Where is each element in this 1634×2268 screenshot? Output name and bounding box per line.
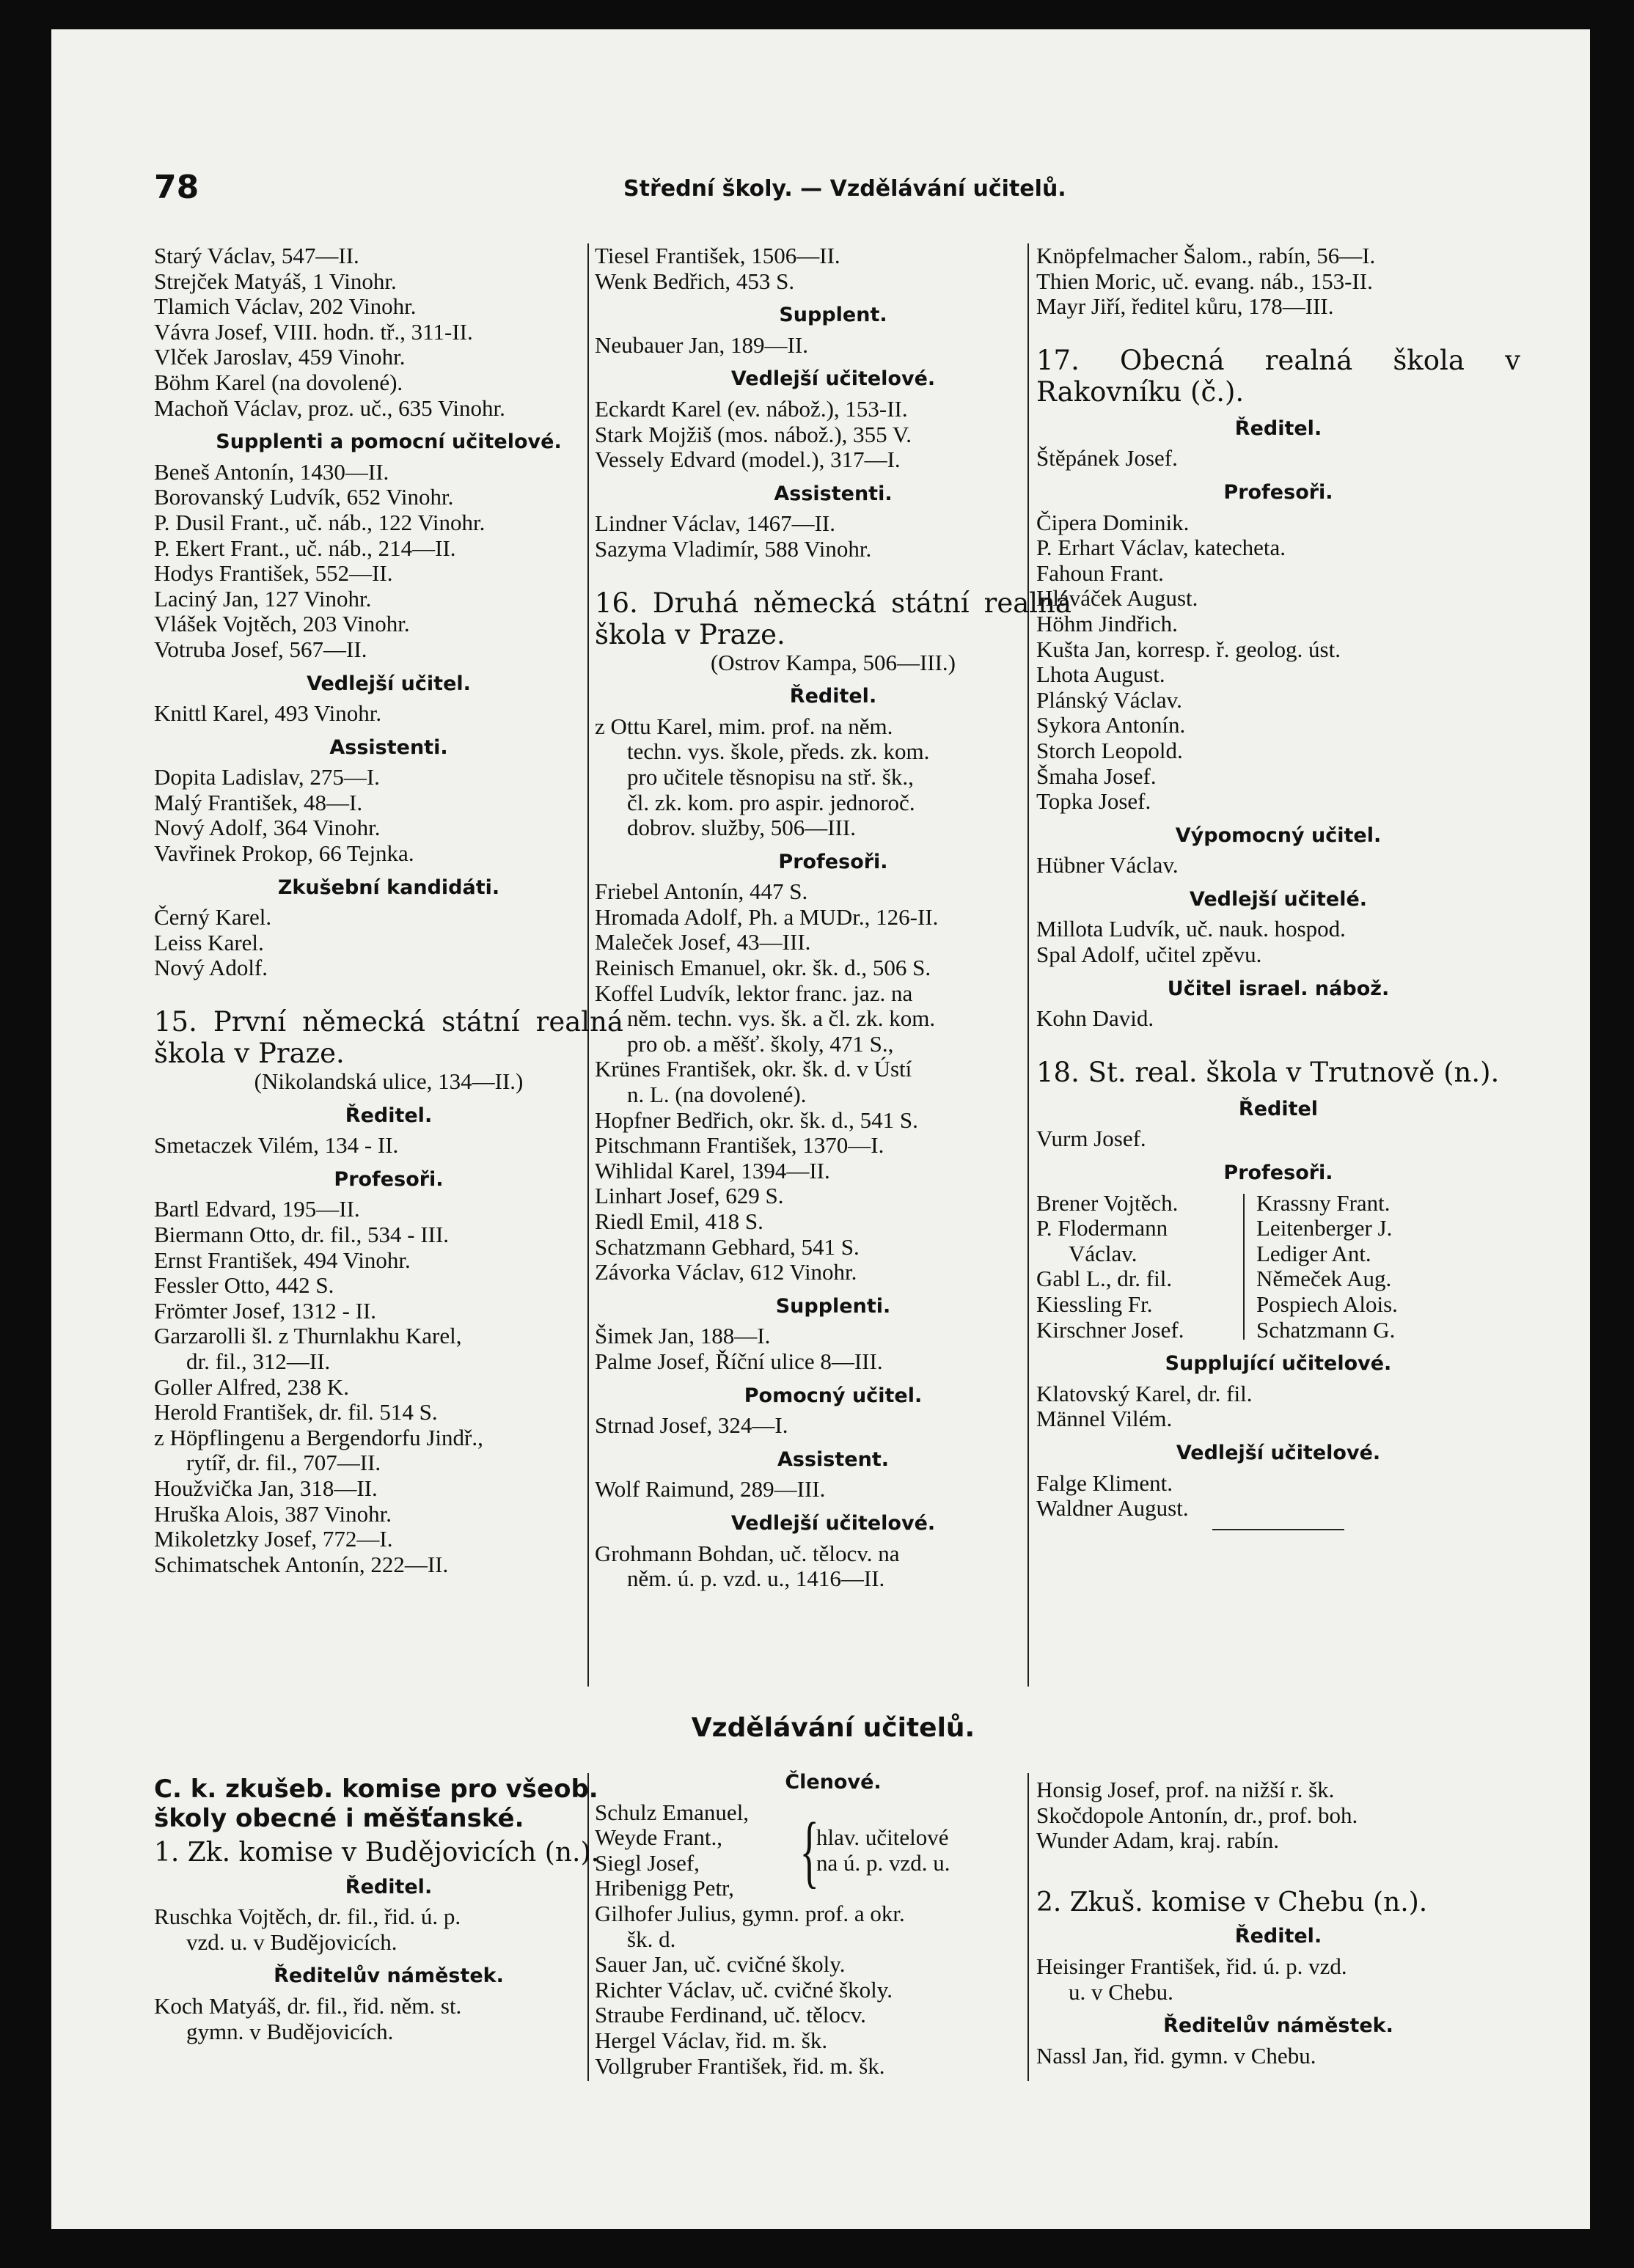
list-item: Biermann Otto, dr. fil., 534 - III. bbox=[154, 1222, 450, 1247]
section-heading: Zkušební kandidáti. bbox=[277, 876, 500, 899]
list-item: Goller Alfred, 238 K. bbox=[154, 1373, 350, 1400]
list-item: Wenk Bedřich, 453 S. bbox=[595, 268, 795, 294]
list-supplujici bbox=[1036, 1381, 1520, 1432]
list-item: Honsig Josef, prof. na nižší r. šk. bbox=[1036, 1777, 1335, 1802]
list-item: Sykora Antonín. bbox=[1036, 712, 1186, 738]
list-item: Němeček Aug. bbox=[1256, 1266, 1392, 1292]
list-item: Mikoletzky Josef, 772—I. bbox=[154, 1526, 393, 1552]
list-item: dr. fil., 312—II. bbox=[186, 1348, 331, 1374]
section-heading: Ředitel. bbox=[1234, 1925, 1322, 1948]
list-item: Skočdopole Antonín, dr., prof. boh. bbox=[1036, 1802, 1358, 1828]
list-item: Koch Matyáš, dr. fil., řid. něm. st. bbox=[154, 1992, 462, 2019]
list-item: Bartl Edvard, 195—II. bbox=[154, 1196, 360, 1222]
list-item: Dopita Ladislav, 275—I. bbox=[154, 764, 380, 790]
list-item: Čipera Dominik. bbox=[1036, 509, 1190, 535]
list-item: Borovanský Ludvík, 652 Vinohr. bbox=[154, 484, 454, 510]
list-item: Kušta Jan, korresp. ř. geolog. úst. bbox=[1036, 636, 1341, 662]
list-item: Nassl Jan, řid. gymn. v Chebu. bbox=[1036, 2042, 1316, 2069]
list-vedlejsi bbox=[595, 397, 1071, 473]
section-heading: Profesoři. bbox=[1223, 1161, 1333, 1185]
list-item: Stark Mojžiš (mos. nábož.), 355 V. bbox=[595, 421, 912, 447]
list-pomocny bbox=[595, 1413, 1071, 1439]
list-item: Vlášek Vojtěch, 203 Vinohr. bbox=[154, 611, 410, 637]
list-item: hlav. učitelové bbox=[816, 1824, 949, 1851]
list-item: Hlaváček August. bbox=[1036, 585, 1198, 612]
column-3 bbox=[1036, 243, 1520, 1530]
list-item: Spal Adolf, učitel zpěvu. bbox=[1036, 942, 1262, 968]
section-heading: Assistent. bbox=[777, 1447, 889, 1471]
list-item: Kohn David. bbox=[1036, 1005, 1154, 1032]
list-item: Strejček Matyáš, 1 Vinohr. bbox=[154, 268, 397, 294]
list-item: n. L. (na dovolené). bbox=[627, 1082, 807, 1108]
list-reditel bbox=[595, 714, 1071, 841]
list-item: Starý Václav, 547—II. bbox=[154, 243, 359, 268]
list-top bbox=[595, 243, 1071, 294]
list-right bbox=[1256, 1191, 1398, 1343]
list-supplent bbox=[595, 333, 1071, 359]
list-item: něm. techn. vys. šk. a čl. zk. kom. bbox=[627, 1005, 936, 1032]
list-item: Kirschner Josef. bbox=[1036, 1316, 1184, 1343]
list-item: Závorka Václav, 612 Vinohr. bbox=[595, 1259, 857, 1285]
list-item: Leitenberger J. bbox=[1256, 1215, 1393, 1241]
list-item: Eckardt Karel (ev. nábož.), 153-II. bbox=[595, 395, 908, 422]
list-item: Grohmann Bohdan, uč. tělocv. na bbox=[595, 1540, 900, 1566]
school-address: (Ostrov Kampa, 506—III.) bbox=[710, 649, 956, 675]
list-left bbox=[1036, 1191, 1243, 1343]
list-item: Schatzmann Gebhard, 541 S. bbox=[595, 1233, 860, 1260]
list-supplenti bbox=[154, 460, 623, 663]
list-clenove bbox=[595, 1901, 1071, 2079]
section-heading: Vedlejší učitelové. bbox=[730, 1511, 936, 1535]
list-item: Topka Josef. bbox=[1036, 788, 1151, 815]
braced-description bbox=[816, 1825, 950, 1876]
list-item: Palme Josef, Říční ulice 8—III. bbox=[595, 1348, 883, 1374]
list-item: Hübner Václav. bbox=[1036, 852, 1179, 878]
list-profesori bbox=[154, 1197, 623, 1577]
list-assistenti bbox=[595, 511, 1071, 562]
section-heading: Členové. bbox=[785, 1771, 882, 1794]
list-item: Lindner Václav, 1467—II. bbox=[595, 510, 835, 537]
school-address: (Nikolandská ulice, 134—II.) bbox=[254, 1068, 524, 1095]
list-item: Pospiech Alois. bbox=[1256, 1291, 1398, 1317]
list-item: Ruschka Vojtěch, dr. fil., řid. ú. p. bbox=[154, 1904, 461, 1930]
braced-group bbox=[595, 1800, 1071, 1901]
school-title: 16. Druhá německá státní realná škola v Praze. bbox=[595, 587, 1071, 650]
list-item: Schulz Emanuel, bbox=[595, 1799, 750, 1825]
list-item: Černý Karel. bbox=[154, 904, 272, 931]
list-item: Krünes František, okr. šk. d. v Ústí bbox=[595, 1056, 912, 1082]
list-item: Nový Adolf. bbox=[154, 955, 268, 981]
list-item: P. Flodermann bbox=[1036, 1215, 1168, 1241]
end-rule bbox=[1212, 1529, 1344, 1530]
list-item: Gilhofer Julius, gymn. prof. a okr. bbox=[595, 1900, 905, 1926]
list-item: Šimek Jan, 188—I. bbox=[595, 1323, 771, 1349]
list-item: Hopfner Bedřich, okr. šk. d., 541 S. bbox=[595, 1107, 918, 1133]
list-vypomocny bbox=[1036, 853, 1520, 878]
list-namestek bbox=[154, 1994, 623, 2044]
list-item: Schimatschek Antonín, 222—II. bbox=[154, 1551, 449, 1577]
list-profesori bbox=[595, 879, 1071, 1285]
list-top bbox=[1036, 243, 1520, 320]
list-item: z Ottu Karel, mim. prof. na něm. bbox=[595, 713, 893, 739]
list-item: pro učitele těsnopisu na stř. šk., bbox=[627, 763, 914, 790]
list-item: Wihlidal Karel, 1394—II. bbox=[595, 1157, 830, 1183]
section-heading: Supplent. bbox=[779, 304, 887, 327]
list-item: Maleček Josef, 43—III. bbox=[595, 929, 811, 955]
list-item: Štěpánek Josef. bbox=[1036, 445, 1178, 471]
commission-subtitle: 1. Zk. komise v Budějovicích (n.). bbox=[154, 1838, 599, 1868]
list-zkusebni bbox=[154, 905, 623, 981]
running-head: Střední školy. — Vzdělávání učitelů. bbox=[623, 176, 1066, 202]
list-divider bbox=[1243, 1194, 1245, 1340]
section-heading: Supplující učitelové. bbox=[1165, 1352, 1392, 1376]
list-item: Votruba Josef, 567—II. bbox=[154, 636, 367, 662]
list-item: Heisinger František, řid. ú. p. vzd. bbox=[1036, 1953, 1347, 1979]
section-heading: Profesoři. bbox=[1223, 480, 1333, 504]
list-item: Lhota August. bbox=[1036, 661, 1165, 688]
list-item: Frömter Josef, 1312 - II. bbox=[154, 1297, 377, 1324]
list-item: Vollgruber František, řid. m. šk. bbox=[595, 2052, 885, 2079]
list-item: Hodys František, 552—II. bbox=[154, 560, 393, 587]
lower-column-2 bbox=[595, 1770, 1071, 2079]
list-item: u. v Chebu. bbox=[1069, 1978, 1173, 2005]
list-item: Hromada Adolf, Ph. a MUDr., 126-II. bbox=[595, 903, 939, 930]
list-item: Fahoun Frant. bbox=[1036, 559, 1164, 586]
list-item: Strnad Josef, 324—I. bbox=[595, 1412, 788, 1439]
section-heading: Učitel israel. nábož. bbox=[1167, 977, 1390, 1000]
list-item: z Höpflingenu a Bergendorfu Jindř., bbox=[154, 1424, 483, 1450]
list-item: Tlamich Václav, 202 Vinohr. bbox=[154, 293, 417, 320]
list-item: Friebel Antonín, 447 S. bbox=[595, 878, 808, 905]
section-heading: Profesoři. bbox=[334, 1167, 444, 1191]
list-israel bbox=[1036, 1006, 1520, 1032]
list-item: Nový Adolf, 364 Vinohr. bbox=[154, 815, 381, 841]
list-item: techn. vys. škole, předs. zk. kom. bbox=[627, 738, 930, 765]
section-heading: Assistenti. bbox=[329, 735, 448, 759]
list-item: pro ob. a měšť. školy, 471 S., bbox=[627, 1030, 894, 1057]
list-item: vzd. u. v Budějovicích. bbox=[186, 1928, 397, 1955]
list-clenove bbox=[1036, 1777, 1520, 1854]
list-item: Böhm Karel (na dovolené). bbox=[154, 369, 403, 395]
list-item: Šmaha Josef. bbox=[1036, 763, 1157, 789]
list-item: Hribenigg Petr, bbox=[595, 1875, 734, 1901]
list-item: Männel Vilém. bbox=[1036, 1406, 1173, 1432]
list-item: čl. zk. kom. pro aspir. jednoroč. bbox=[627, 789, 915, 815]
list-item: Lediger Ant. bbox=[1256, 1240, 1371, 1266]
list-item: Reinisch Emanuel, okr. šk. d., 506 S. bbox=[595, 955, 931, 981]
list-item: Knittl Karel, 493 Vinohr. bbox=[154, 700, 382, 727]
section-heading: Vedlejší učitelové. bbox=[1176, 1441, 1381, 1464]
list-assistenti bbox=[154, 765, 623, 866]
list-item: Storch Leopold. bbox=[1036, 737, 1183, 763]
list-item: Hergel Václav, řid. m. šk. bbox=[595, 2027, 828, 2053]
section-heading: Vedlejší učitelé. bbox=[1189, 887, 1368, 911]
list-item: dobrov. služby, 506—III. bbox=[627, 815, 856, 841]
list-item: Millota Ludvík, uč. nauk. hospod. bbox=[1036, 916, 1346, 942]
list-profesori bbox=[1036, 510, 1520, 815]
section-heading: Ředitel bbox=[1238, 1097, 1319, 1120]
section-heading: Vedlejší učitelové. bbox=[730, 367, 936, 391]
brace-glyph: { bbox=[799, 1805, 819, 1895]
list-item: gymn. v Budějovicích. bbox=[186, 2018, 394, 2044]
list-item: Gabl L., dr. fil. bbox=[1036, 1266, 1173, 1292]
list-item: Knöpfelmacher Šalom., rabín, 56—I. bbox=[1036, 243, 1376, 268]
lower-column-3 bbox=[1036, 1777, 1520, 2069]
list-item: Krassny Frant. bbox=[1256, 1189, 1391, 1216]
section-heading: Vedlejší učitel. bbox=[307, 672, 471, 695]
section-heading: Výpomocný učitel. bbox=[1175, 823, 1382, 847]
braced-names bbox=[595, 1800, 794, 1901]
list-item: Machoň Václav, proz. uč., 635 Vinohr. bbox=[154, 394, 505, 421]
list-item: Höhm Jindřich. bbox=[1036, 610, 1178, 636]
list-item: Waldner August. bbox=[1036, 1495, 1189, 1522]
list-item: P. Ekert Frant., uč. náb., 214—II. bbox=[154, 535, 456, 561]
page-number: 78 bbox=[154, 169, 199, 206]
list-item: Sazyma Vladimír, 588 Vinohr. bbox=[595, 535, 872, 562]
list-item: Koffel Ludvík, lektor franc. jaz. na bbox=[595, 980, 913, 1006]
list-item: šk. d. bbox=[627, 1926, 676, 1952]
list-item: Mayr Jiří, ředitel kůru, 178—III. bbox=[1036, 293, 1334, 320]
section-heading: Supplenti a pomocní učitelové. bbox=[216, 430, 562, 454]
school-title: 17. Obecná realná škola v Rakovníku (č.). bbox=[1036, 344, 1520, 408]
list-item: Neubauer Jan, 189—II. bbox=[595, 331, 808, 358]
list-supplenti bbox=[595, 1324, 1071, 1374]
lower-column-1 bbox=[154, 1775, 623, 2044]
list-item: Linhart Josef, 629 S. bbox=[595, 1183, 784, 1209]
list-item: Leiss Karel. bbox=[154, 929, 264, 955]
list-item: Sauer Jan, uč. cvičné školy. bbox=[595, 1951, 846, 1978]
list-item: Vessely Edvard (model.), 317—I. bbox=[595, 447, 901, 473]
list-vedlejsi bbox=[1036, 917, 1520, 967]
list-reditel bbox=[1036, 1954, 1520, 2005]
section-heading: Profesoři. bbox=[778, 850, 888, 873]
list-item: Brener Vojtěch. bbox=[1036, 1189, 1179, 1216]
list-vedlejsi bbox=[154, 701, 623, 727]
list-item: P. Dusil Frant., uč. náb., 122 Vinohr. bbox=[154, 509, 486, 535]
section-heading: Ředitel. bbox=[789, 685, 877, 708]
list-top bbox=[154, 243, 623, 421]
list-item: Kiessling Fr. bbox=[1036, 1291, 1153, 1317]
list-assistent bbox=[595, 1477, 1071, 1502]
list-item: Plánský Václav. bbox=[1036, 686, 1182, 713]
commission-title: C. k. zkušeb. komise pro všeob. školy obecné i měšťanské. bbox=[154, 1775, 598, 1833]
list-item: Vlček Jaroslav, 459 Vinohr. bbox=[154, 344, 406, 370]
section-heading: Assistenti. bbox=[774, 482, 893, 505]
section-heading: Ředitel. bbox=[345, 1104, 433, 1127]
list-item: na ú. p. vzd. u. bbox=[816, 1849, 950, 1876]
section-title: Vzdělávání učitelů. bbox=[691, 1713, 975, 1743]
school-title: 18. St. real. škola v Trutnově (n.). bbox=[1036, 1056, 1500, 1088]
school-title: 15. První německá státní realná škola v Praze. bbox=[154, 1006, 623, 1070]
list-item: P. Erhart Václav, katecheta. bbox=[1036, 535, 1286, 561]
list-item: Fessler Otto, 442 S. bbox=[154, 1272, 334, 1299]
list-item: Laciný Jan, 127 Vinohr. bbox=[154, 585, 372, 612]
list-item: Klatovský Karel, dr. fil. bbox=[1036, 1380, 1253, 1406]
two-column-list bbox=[1036, 1191, 1520, 1343]
list-item: Ernst František, 494 Vinohr. bbox=[154, 1247, 411, 1273]
list-namestek bbox=[1036, 2044, 1520, 2069]
scanned-page bbox=[51, 29, 1590, 2229]
list-item: Houžvička Jan, 318—II. bbox=[154, 1475, 378, 1501]
section-heading: Ředitelův náměstek. bbox=[274, 1964, 504, 1988]
section-heading: Ředitel. bbox=[1234, 416, 1322, 440]
list-item: Weyde Frant., bbox=[595, 1824, 722, 1851]
list-item: Riedl Emil, 418 S. bbox=[595, 1208, 763, 1234]
list-item: Pitschmann František, 1370—I. bbox=[595, 1132, 884, 1159]
list-item: Tiesel František, 1506—II. bbox=[595, 243, 840, 268]
list-item: Wolf Raimund, 289—III. bbox=[595, 1476, 826, 1502]
list-item: Garzarolli šl. z Thurnlakhu Karel, bbox=[154, 1323, 462, 1349]
list-item: Smetaczek Vilém, 134 - II. bbox=[154, 1132, 399, 1159]
list-item: Beneš Antonín, 1430—II. bbox=[154, 458, 389, 485]
column-1 bbox=[154, 243, 623, 1577]
list-vedlejsi bbox=[1036, 1471, 1520, 1522]
list-vedlejsi bbox=[595, 1541, 1071, 1592]
list-item: Schatzmann G. bbox=[1256, 1316, 1396, 1343]
section-heading: Ředitel. bbox=[345, 1875, 433, 1898]
section-heading: Pomocný učitel. bbox=[744, 1384, 923, 1407]
list-item: Herold František, dr. fil. 514 S. bbox=[154, 1399, 438, 1425]
column-2 bbox=[595, 243, 1071, 1592]
list-item: Falge Kliment. bbox=[1036, 1469, 1173, 1496]
list-item: něm. ú. p. vzd. u., 1416—II. bbox=[627, 1566, 885, 1592]
list-item: Václav. bbox=[1069, 1240, 1137, 1266]
list-item: Vávra Josef, VIII. hodn. tř., 311-II. bbox=[154, 318, 473, 345]
list-item: Malý František, 48—I. bbox=[154, 789, 363, 815]
list-reditel bbox=[154, 1904, 623, 1955]
list-item: Vavřinek Prokop, 66 Tejnka. bbox=[154, 840, 414, 867]
list-item: Richter Václav, uč. cvičné školy. bbox=[595, 1976, 893, 2003]
list-item: Straube Ferdinand, uč. tělocv. bbox=[595, 2002, 866, 2028]
list-item: Thien Moric, uč. evang. náb., 153-II. bbox=[1036, 268, 1373, 294]
section-heading: Ředitelův náměstek. bbox=[1163, 2014, 1393, 2038]
list-item: rytíř, dr. fil., 707—II. bbox=[186, 1450, 381, 1476]
list-item: Wunder Adam, kraj. rabín. bbox=[1036, 1827, 1280, 1854]
list-item: Siegl Josef, bbox=[595, 1849, 700, 1876]
list-item: Vurm Josef. bbox=[1036, 1126, 1146, 1152]
list-item: Hruška Alois, 387 Vinohr. bbox=[154, 1500, 392, 1527]
section-heading: Supplenti. bbox=[775, 1294, 891, 1318]
commission-subtitle: 2. Zkuš. komise v Chebu (n.). bbox=[1036, 1887, 1428, 1917]
